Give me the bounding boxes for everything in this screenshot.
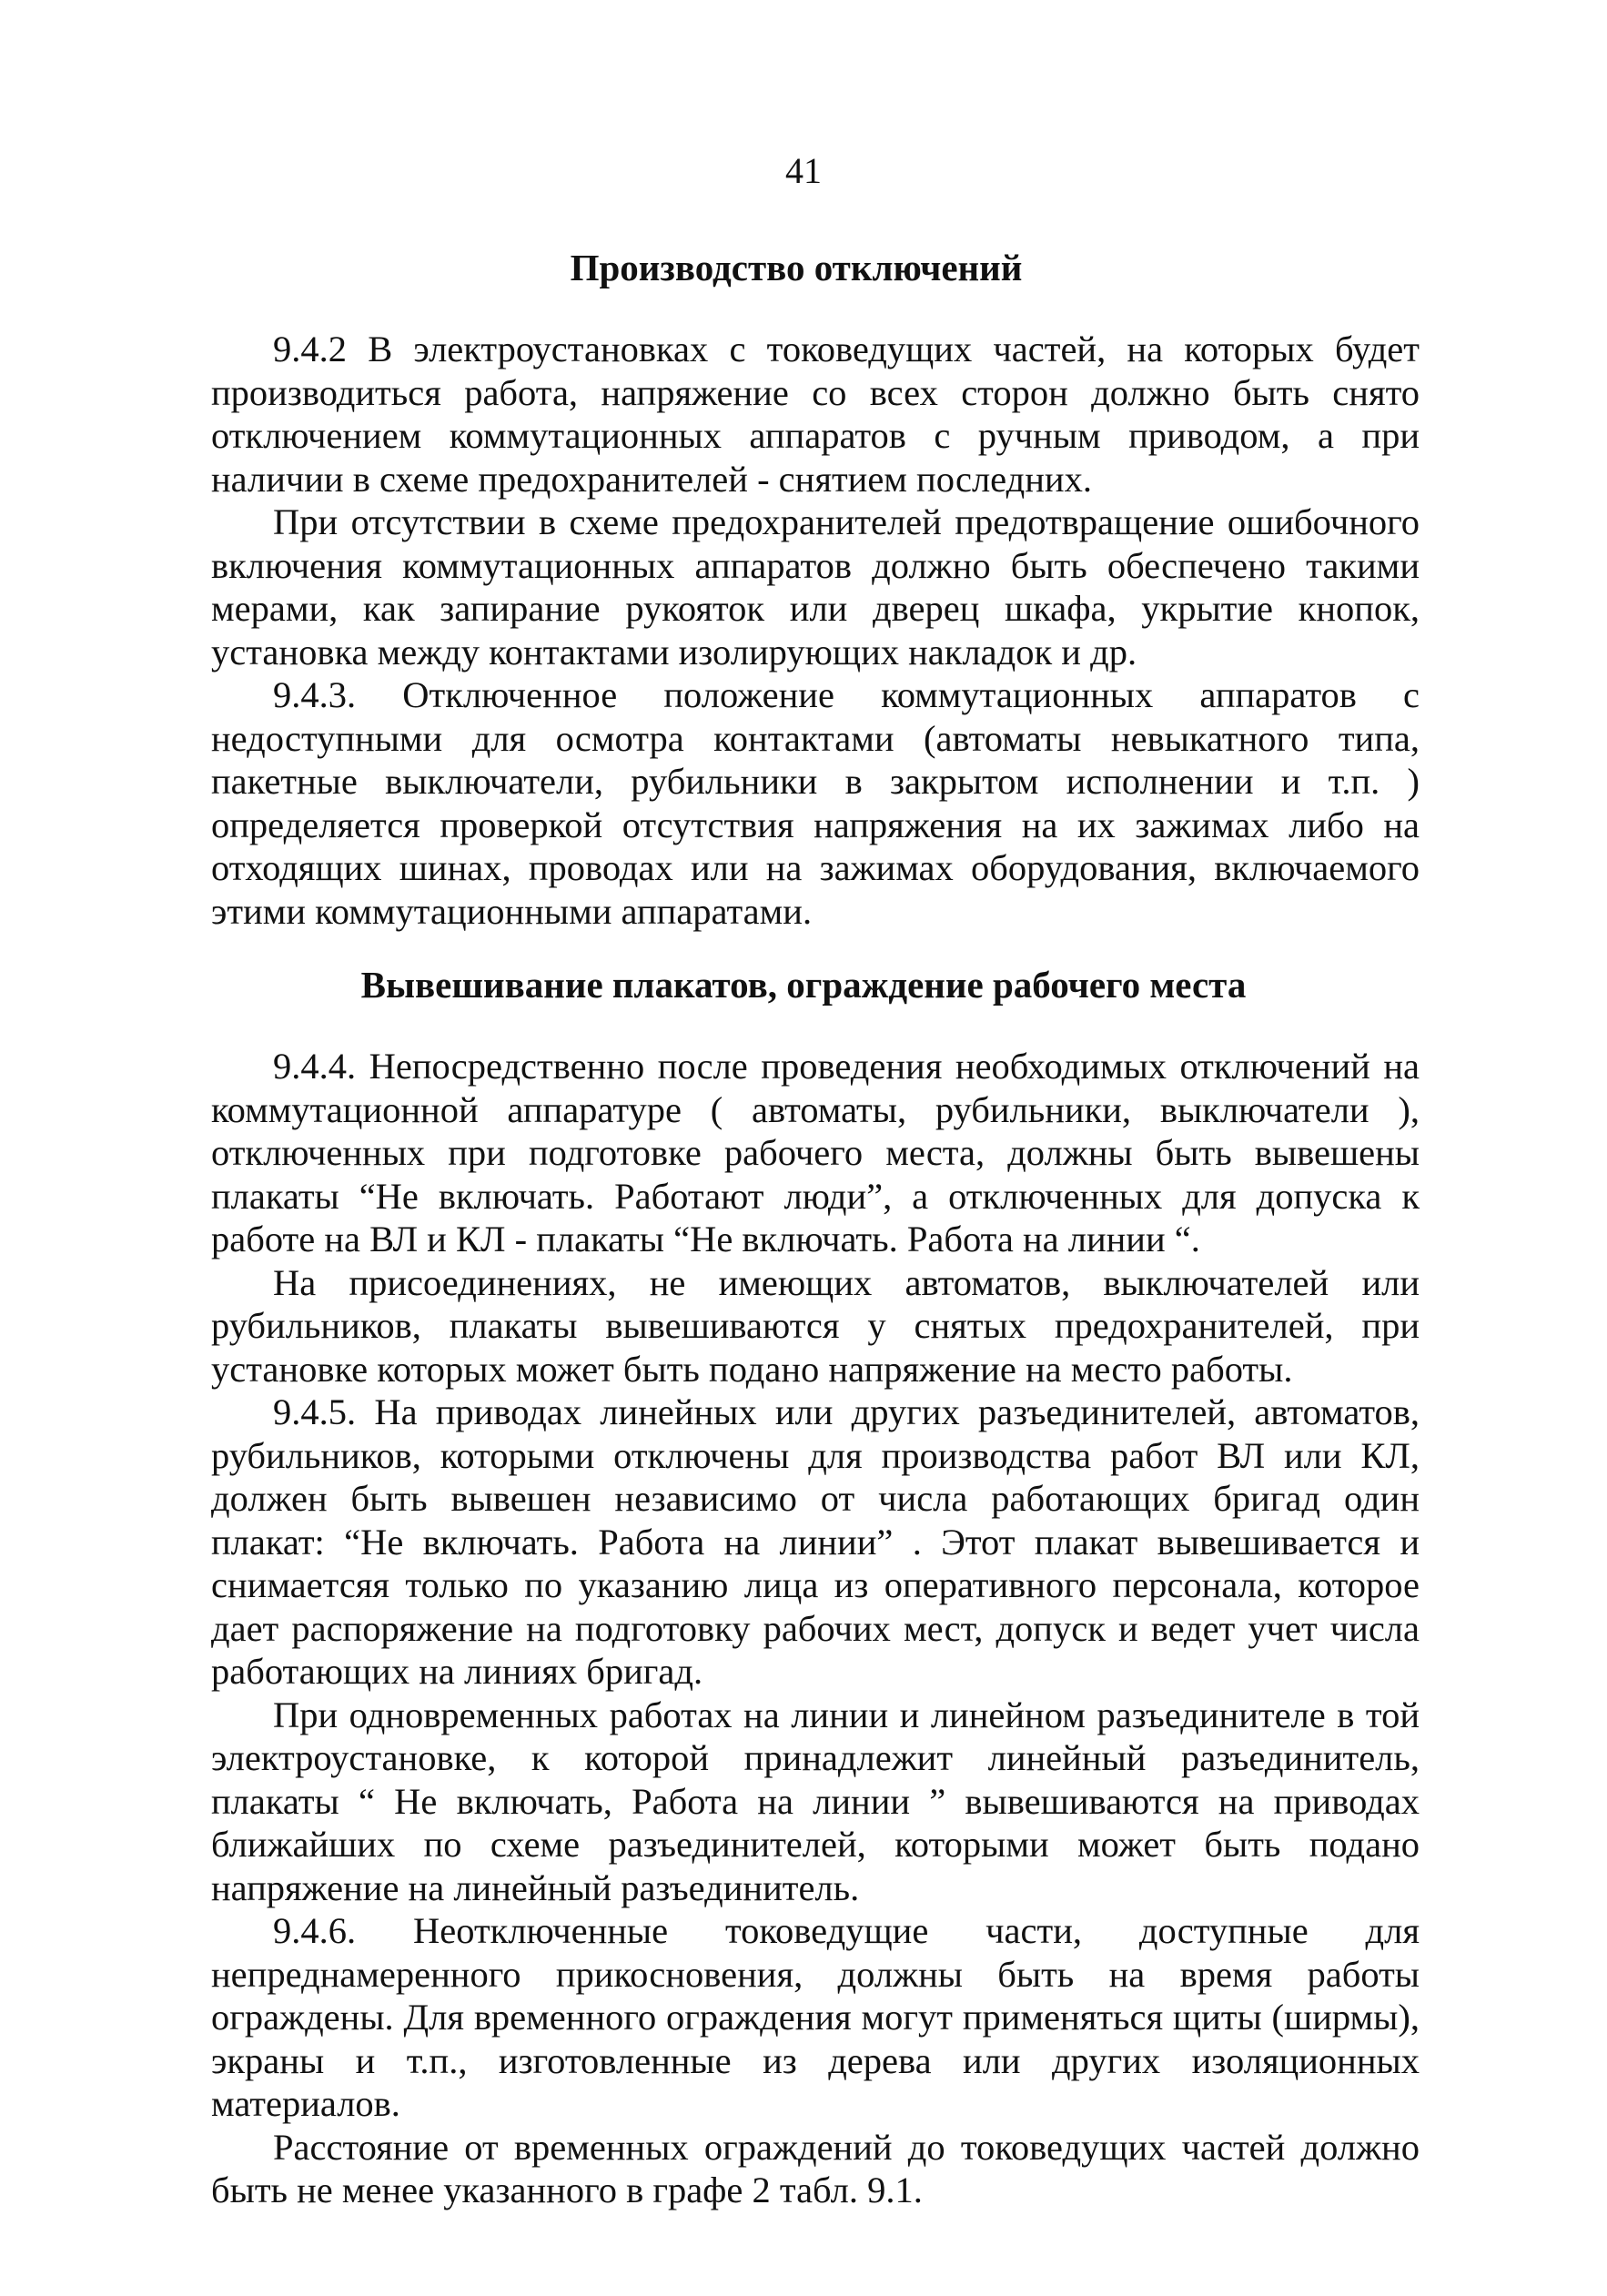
paragraph-9-4-4: 9.4.4. Непосредственно после проведения необходимых отключений на коммутационной аппаратуре ( автоматы, рубильники, выключатели ), отключенных при подготовке рабочего места, должны быть вывешены плакаты “Не включать. Работают люди”, а отключенных для допуска к работе на ВЛ и КЛ - плакаты “Не включать. Работа на линии “.: [211, 1046, 1420, 1259]
section-heading-disconnections: Производство отключений: [570, 247, 1023, 288]
paragraph-connections-posters: На присоединениях, не имеющих автоматов, выключателей или рубильников, плакаты вывешиваются у снятых предохранителей, при установке которых может быть подано напряжение на место работы.: [211, 1261, 1420, 1390]
paragraph-fuse-absence: При отсутствии в схеме предохранителей предотвращение ошибочного включения коммутационных аппаратов должно быть обеспечено такими мерами, как запирание рукояток или дверец шкафа, укрытие кнопок, установка между контактами изолирующих накладок и др.: [211, 501, 1420, 673]
paragraph-fencing-distance: Расстояние от временных ограждений до токоведущих частей должно быть не менее указанного в графе 2 табл. 9.1.: [211, 2126, 1420, 2210]
page-number: 41: [785, 150, 822, 191]
paragraph-simultaneous-works: При одновременных работах на линии и линейном разъединителе в той электроустановке, к которой принадлежит линейный разъединитель, плакаты “ Не включать, Работа на линии ” вывешиваются на приводах ближайших по схеме разъединителей, которыми может быть подано напряжение на линейный разъединитель.: [211, 1694, 1420, 1908]
paragraph-9-4-3: 9.4.3. Отключенное положение коммутационных аппаратов с недоступными для осмотра контактами (автоматы невыкатного типа, пакетные выключатели, рубильники в закрытом исполнении и т.п. ) определяется проверкой отсутствия напряжения на их зажимах либо на отходящих шинах, проводах или на зажимах оборудования, включаемого этими коммутационными аппаратами.: [211, 674, 1420, 932]
paragraph-9-4-6: 9.4.6. Неотключенные токоведущие части, доступные для непреднамеренного прикосновения, должны быть на время работы ограждены. Для временного ограждения могут применяться щиты (ширмы), экраны и т.п., изготовленные из дерева или других изоляционных материалов.: [211, 1910, 1420, 2124]
section-heading-posters-fencing: Вывешивание плакатов, ограждение рабочего места: [360, 964, 1247, 1006]
section-body-posters-fencing: [211, 1045, 1420, 2212]
section-body-disconnections: [211, 328, 1420, 933]
paragraph-9-4-2: 9.4.2 В электроустановках с токоведущих частей, на которых будет производиться работа, напряжение со всех сторон должно быть снято отключением коммутационных аппаратов с ручным приводом, а при наличии в схеме предохранителей - снятием последних.: [211, 329, 1420, 500]
paragraph-9-4-5: 9.4.5. На приводах линейных или других разъединителей, автоматов, рубильников, которыми отключены для производства работ ВЛ или КЛ, должен быть вывешен независимо от числа работающих бригад один плакат: “Не включать. Работа на линии” . Этот плакат вывешивается и снимаетсяя только по указанию лица из оперативного персонала, которое дает распоряжение на подготовку рабочих мест, допуск и ведет учет числа работающих на линиях бригад.: [211, 1391, 1420, 1692]
